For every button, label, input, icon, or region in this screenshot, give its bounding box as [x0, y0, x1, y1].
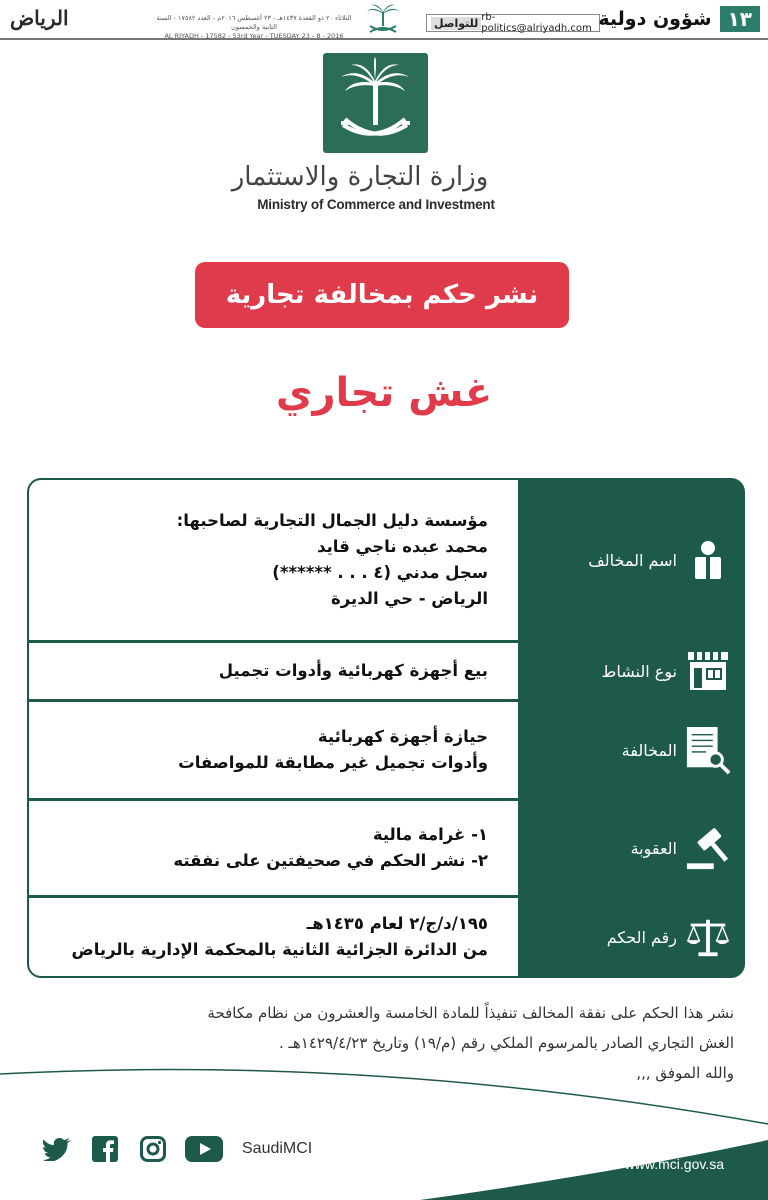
- announcement-banner: نشر حكم بمخالفة تجارية: [195, 262, 569, 328]
- newspaper-header: [0, 0, 768, 40]
- scales-of-justice-icon: [685, 914, 731, 960]
- website-link[interactable]: www.mci.gov.sa: [624, 1156, 724, 1172]
- violation-row: [29, 702, 743, 798]
- ruling-label-cell: [520, 898, 743, 976]
- violator-label-cell: [520, 480, 743, 640]
- footer-wave: [0, 1060, 768, 1200]
- contact-box: [426, 14, 600, 32]
- activity-label: نوع النشاط: [601, 661, 677, 681]
- page-badge: [590, 6, 760, 32]
- facebook-icon[interactable]: [88, 1134, 122, 1164]
- header-meta: [150, 14, 358, 41]
- document-search-icon: [685, 727, 731, 773]
- ministry-name-english: Ministry of Commerce and Investment: [257, 197, 495, 212]
- violation-line-1: حيازة أجهزة كهربائية: [317, 727, 488, 746]
- page-number: ١٣: [720, 6, 760, 32]
- headline: غش تجاري: [275, 370, 493, 416]
- section-title: شؤون دولية: [598, 8, 712, 30]
- violator-line-4: الرياض - حي الديرة: [331, 589, 488, 608]
- social-links: [40, 1134, 312, 1164]
- youtube-icon[interactable]: [184, 1134, 224, 1164]
- contact-email[interactable]: rb-politics@alriyadh.com: [481, 12, 592, 34]
- penalty-label-cell: [520, 801, 743, 895]
- ministry-emblem: [323, 53, 428, 153]
- person-icon: [685, 537, 731, 583]
- activity-label-cell: [520, 643, 743, 699]
- violator-line-1: مؤسسة دليل الجمال التجارية لصاحبها:: [176, 511, 488, 530]
- activity-line-1: بيع أجهزة كهربائية وأدوات تجميل: [218, 661, 488, 680]
- instagram-icon[interactable]: [136, 1134, 170, 1164]
- violator-line-3: سجل مدني (٤ . . . ******): [272, 563, 488, 582]
- ruling-row: [29, 898, 743, 976]
- penalty-label: العقوبة: [630, 838, 677, 858]
- violator-line-2: محمد عبده ناجي قايد: [317, 537, 488, 556]
- violator-value: [29, 480, 518, 640]
- ruling-details-table: [27, 478, 745, 978]
- penalty-line-1: ١- غرامة مالية: [372, 825, 488, 844]
- penalty-value: [29, 801, 518, 895]
- ruling-line-2: من الدائرة الجزائية الثانية بالمحكمة الإدارية بالرياض: [71, 940, 488, 959]
- violation-label: المخالفة: [621, 740, 677, 760]
- violator-label: اسم المخالف: [588, 550, 677, 570]
- header-meta-english: AL RIYADH - 17582 - 53rd Year - TUESDAY 23 - 8 - 2016: [164, 32, 344, 40]
- header-meta-arabic: الثلاثاء ٢٠ ذو القعدة ١٤٣٧هـ - ٢٣ أغسطس ٢٠١٦م - العدد ١٧٥٨٢ - السنة الثانية والخمسون: [156, 14, 352, 31]
- twitter-icon[interactable]: [40, 1134, 74, 1164]
- footnote-line-3: والله الموفق ,,,: [636, 1064, 734, 1082]
- footnote-line-2: الغش التجاري الصادر بالمرسوم الملكي رقم (م/١٩) وتاريخ ١٤٢٩/٤/٢٣هـ .: [278, 1034, 734, 1052]
- violation-line-2: وأدوات تجميل غير مطابقة للمواصفات: [178, 753, 488, 772]
- violator-row: [29, 480, 743, 640]
- ruling-value: [29, 898, 518, 976]
- palm-emblem-icon: [362, 2, 404, 36]
- social-handle[interactable]: SaudiMCI: [242, 1140, 313, 1157]
- penalty-row: [29, 801, 743, 895]
- activity-row: [29, 643, 743, 699]
- activity-value: [29, 643, 518, 699]
- ruling-label: رقم الحكم: [606, 927, 677, 947]
- contact-label: للتواصل: [431, 17, 481, 30]
- violation-label-cell: [520, 702, 743, 798]
- newspaper-logo: الرياض: [10, 6, 69, 30]
- gavel-icon: [685, 825, 731, 871]
- shop-icon: [685, 648, 731, 694]
- ministry-name-arabic: وزارة التجارة والاستثمار: [231, 162, 489, 192]
- palm-swords-icon: [323, 53, 428, 153]
- ruling-line-1: ١٩٥/د/ج/٢ لعام ١٤٣٥هـ: [306, 914, 488, 933]
- footnote-line-1: نشر هذا الحكم على نفقة المخالف تنفيذاً للمادة الخامسة والعشرون من نظام مكافحة: [207, 1004, 734, 1022]
- penalty-line-2: ٢- نشر الحكم في صحيفتين على نفقته: [173, 851, 488, 870]
- violation-value: [29, 702, 518, 798]
